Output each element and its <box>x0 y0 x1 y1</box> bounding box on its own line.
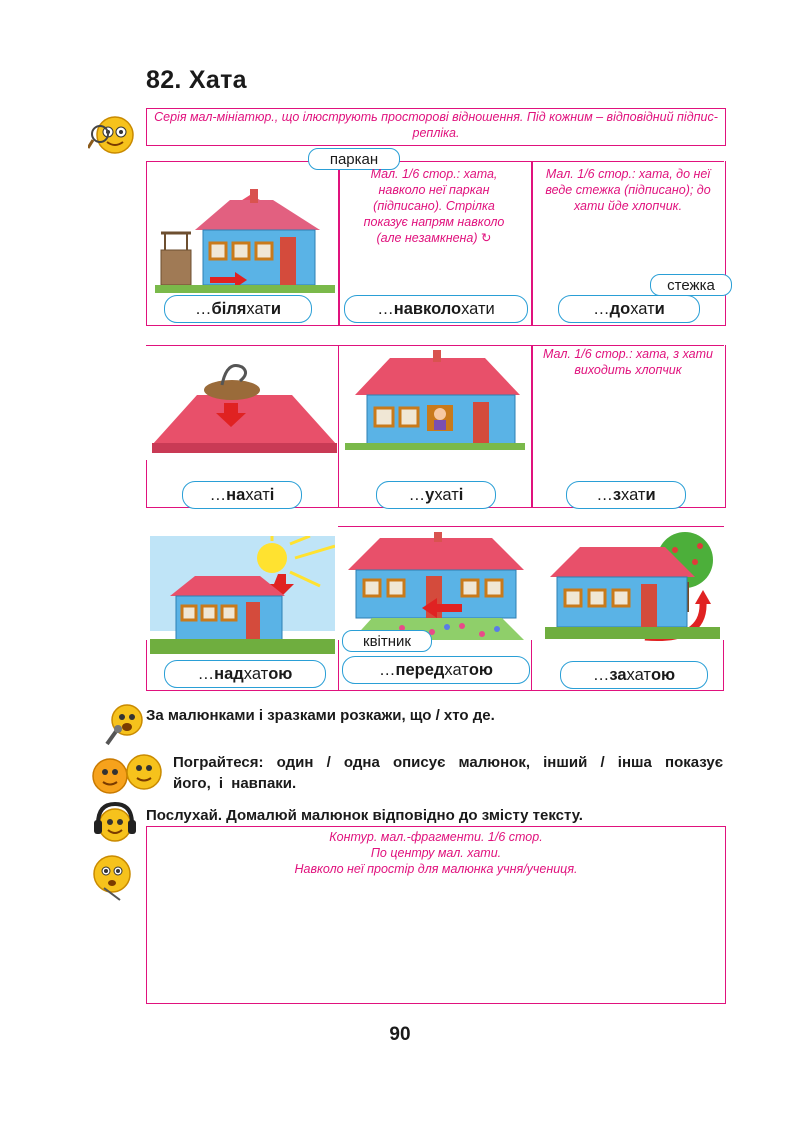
to-note: Мал. 1/6 стор.: хата, до неї веде стежка (підписано); до хати йде хлопчик. <box>545 167 711 213</box>
instruction-listen: Послухай. Домалюй малюнок відповідно до змісту тексту. <box>146 807 583 824</box>
roof-with-nest-illustration <box>152 355 337 455</box>
caption-above: … над хат ою <box>164 660 326 688</box>
page-number: 90 <box>389 1024 411 1045</box>
path-tag: стежка <box>650 274 732 296</box>
headphones-smiley-icon <box>92 802 138 844</box>
house-with-well-illustration <box>155 185 335 295</box>
caption-in: … у хат і <box>376 481 496 509</box>
fence-tag: паркан <box>308 148 400 170</box>
page-title: 82. Хата <box>146 66 247 94</box>
caption-around: … навколо хати <box>344 295 528 323</box>
instruction-tell: За малюнками і зразками розкажи, що / хто де. <box>146 707 495 724</box>
instruction-play: Пограйтеся: один / одна описує малюнок, інший / інша показує його, і навпаки. <box>173 754 723 792</box>
intro-note: Серія мал-мініатюр., що ілюструють просторові відношення. Під кожним – відповідний підпис-репліка. <box>146 108 726 146</box>
house-with-flowerbed-illustration <box>342 532 528 642</box>
house-with-tree-illustration <box>545 532 720 647</box>
caption-in-front: … перед хат ою <box>342 656 530 684</box>
caption-to: … до хат и <box>558 295 700 323</box>
cell-on-left-line <box>146 460 147 507</box>
house-with-sun-illustration <box>150 536 335 654</box>
pencil-smiley-icon <box>90 852 136 902</box>
drawing-box <box>146 826 726 1004</box>
caption-on: … на хат і <box>182 481 302 509</box>
row3-top-line <box>338 526 724 527</box>
house-with-child-illustration <box>345 350 525 450</box>
row3-right-line <box>723 640 724 690</box>
row3-left-line <box>146 640 147 690</box>
flowerbed-tag: квітник <box>342 630 432 652</box>
row3-bottom-line <box>146 690 724 691</box>
caption-from: … з хат и <box>566 481 686 509</box>
around-note: Мал. 1/6 стор.: хата, навколо неї паркан (підписано). Стрілка показує напрям навколо (але незамкнена) ↻ <box>363 167 505 245</box>
from-note: Мал. 1/6 стор.: хата, з хати виходить хлопчик <box>543 347 713 377</box>
magnifier-smiley-icon <box>88 110 142 156</box>
bottom-note: Контур. мал.-фрагменти. 1/6 стор. По центру мал. хати. Навколо неї простір для малюнка учня/учениця. <box>294 830 578 876</box>
microphone-smiley-icon <box>103 702 143 746</box>
caption-behind: … за хат ою <box>560 661 708 689</box>
row3-mid2-line <box>531 640 532 690</box>
caption-near: … біля хат и <box>164 295 312 323</box>
row3-mid1-line <box>338 640 339 690</box>
two-smileys-icon <box>90 752 166 796</box>
